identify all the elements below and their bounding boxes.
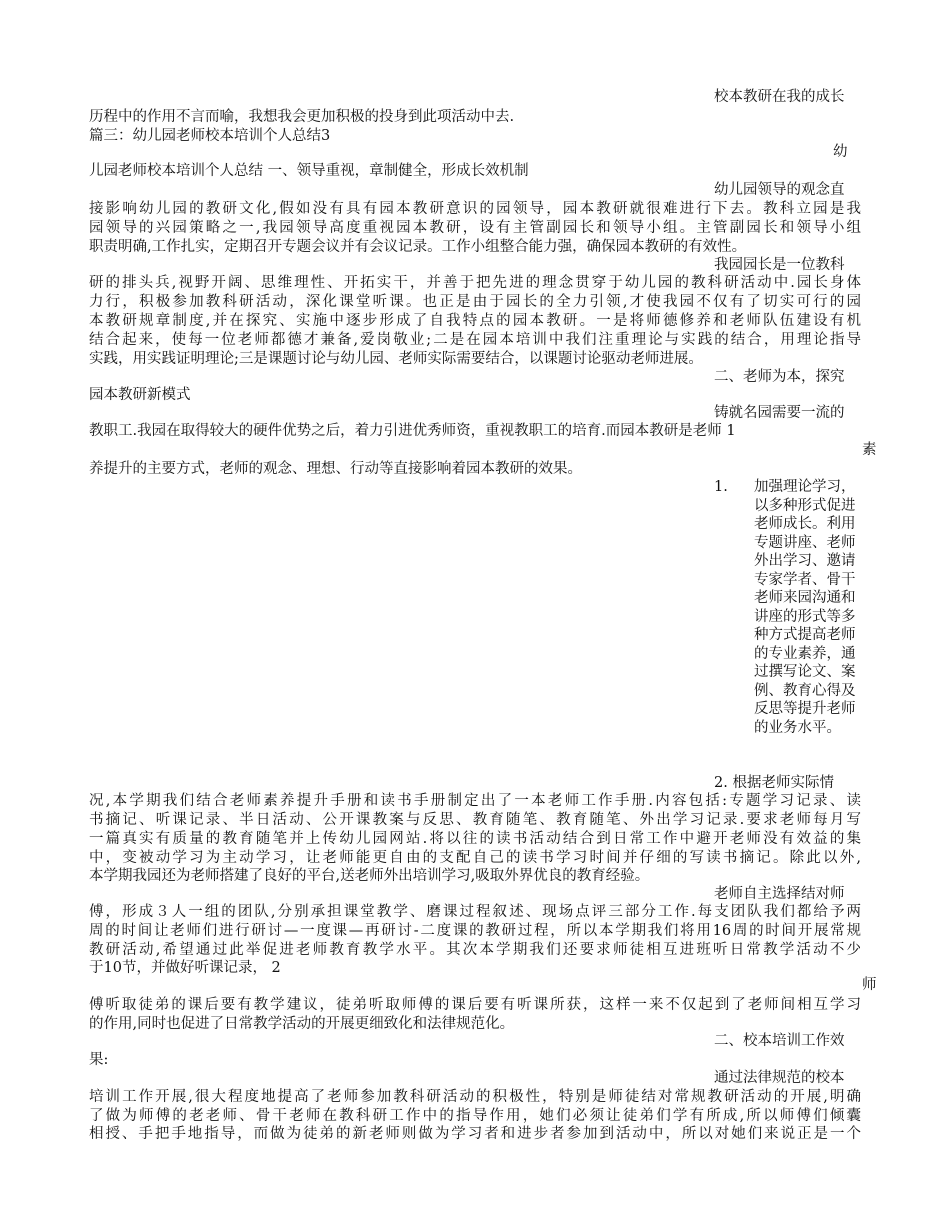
text-line: 本教研规章制度,并在探究、实施中逐步形成了自我特点的园本教研。一是将师德修养和老师队伍建设有机 (89, 313, 861, 329)
text-line: 傅，形成３人一组的团队,分别承担课堂教学、磨课过程叙述、现场点评三部分工作.每支团队我们都给予两 (89, 904, 861, 920)
text-line: 接影响幼儿园的教研文化,假如没有具有园本教研意识的园领导，园本教研就很难进行下去。教科立园是我 (89, 201, 861, 217)
text-line: 力行，积极参加教科研活动，深化课堂听课。也正是由于园长的全力引领,才使我园不仅有了切实可行的园 (89, 294, 861, 310)
section-heading: 园本教研新模式 (89, 387, 191, 403)
list-item: 加强理论学习，以多种形式促进老师成长。利用专题讲座、老师外出学习、邀请专家学者、骨干老师来园沟通和讲座的形式等多种方式提高老师的专业素养，通过撰写论文、案例、教育心得及反思等提升老师的业务水平。 (754, 479, 856, 736)
section-heading: 儿园老师校本培训个人总结 一、领导重视，章制健全，形成长效机制 (89, 163, 529, 179)
text-line: 书摘记、听课记录、半日活动、公开课教案与反思、教育随笔、教育随笔、外出学习记录.要求老师每月写 (89, 812, 861, 828)
text-line: 培训工作开展,很大程度地提高了老师参加教科研活动的积极性，特别是师徒结对常规教研活动的开展,明确 (89, 1089, 861, 1105)
text-line: 通过法律规范的校本 (714, 1070, 845, 1086)
section-heading: 二、校本培训工作效 (714, 1033, 845, 1049)
text-line: 校本教研在我的成长 (714, 89, 845, 105)
text-line: 2. 根据老师实际情 (714, 775, 834, 791)
text-line: 实践，用实践证明理论;三是课题讨论与幼儿园、老师实际需要结合，以课题讨论驱动老师进展。 (89, 351, 703, 367)
text-line: 况,本学期我们结合老师素养提升手册和读书手册制定出了一本老师工作手册.内容包括:专题学习记录、读 (89, 793, 861, 809)
text-line: 相授、手把手地指导，而做为徒弟的新老师则做为学习者和进步者参加到活动中，所以对她们来说正是一个 (89, 1126, 861, 1142)
text-line: 老师自主选择结对师 (714, 886, 845, 902)
text-line: 历程中的作用不言而喻，我想我会更加积极的投身到此项活动中去. (89, 109, 515, 125)
text-line: 职责明确,工作扎实，定期召开专题会议并有会议记录。工作小组整合能力强，确保园本教研的有效性。 (89, 239, 747, 255)
text-line: 本学期我园还为老师搭建了良好的平台,送老师外出培训学习,吸取外界优良的教育经验。 (89, 868, 650, 884)
text-line: 于10节，并做好听课记录， 2 (89, 960, 281, 976)
text-line: 了做为师傅的老老师、骨干老师在教科研工作中的指导作用，她们必须让徒弟们学有所成,所以师傅们倾囊 (89, 1108, 861, 1124)
text-line: 的作用,同时也促进了日常教学活动的开展更细致化和法律规范化。 (89, 1016, 515, 1032)
text-line: 一篇真实有质量的教育随笔并上传幼儿园网站.将以往的读书活动结合到日常工作中避开老师没有效益的集 (89, 831, 861, 847)
text-line: 周的时间让老师们进行研讨—一度课—再研讨-二度课的教研过程，所以本学期我们将用16周的时间开展常规 (89, 923, 861, 939)
section-heading: 二、老师为本，探究 (714, 369, 845, 385)
text-line: 铸就名园需要一流的 (714, 405, 845, 421)
text-line: 结合起来，使每一位老师都德才兼备,爱岗敬业;二是在园本培训中我们注重理论与实践的结合，用理论指导 (89, 332, 861, 348)
text-line: 幼 (833, 144, 848, 160)
text-line: 傅听取徒弟的课后要有教学建议，徒弟听取师傅的课后要有听课所获，这样一来不仅起到了老师间相互学习 (89, 997, 861, 1013)
section-heading: 果: (89, 1052, 109, 1068)
text-line: 教职工.我园在取得较大的硬件优势之后，着力引进优秀师资，重视教职工的培育.而园本教研是老师 1 (89, 423, 736, 439)
text-line: 园领导的兴园策略之一,我园领导高度重视园本教研，设有主管副园长和领导小组。主管副园长和领导小组 (89, 220, 861, 236)
text-line: 素 (862, 442, 877, 458)
text-line: 研的排头兵,视野开阔、思维理性、开拓实干，并善于把先进的理念贯穿于幼儿园的教科研活动中.园长身体 (89, 275, 861, 291)
text-line: 教研活动,希望通过此举促进老师教育教学水平。其次本学期我们还要求师徒相互进班听日常教学活动不少 (89, 942, 861, 958)
list-number: 1. (714, 479, 728, 495)
text-line: 我园园长是一位教科 (714, 257, 845, 273)
text-line: 师 (862, 977, 877, 993)
section-heading: 篇三：幼儿园老师校本培训个人总结3 (89, 128, 331, 144)
text-line: 幼儿园领导的观念直 (714, 182, 845, 198)
text-line: 中，变被动学习为主动学习，让老师能更自由的支配自己的读书学习时间并仔细的写读书摘记。除此以外, (89, 850, 861, 866)
text-line: 养提升的主要方式，老师的观念、理想、行动等直接影响着园本教研的效果。 (89, 461, 582, 477)
